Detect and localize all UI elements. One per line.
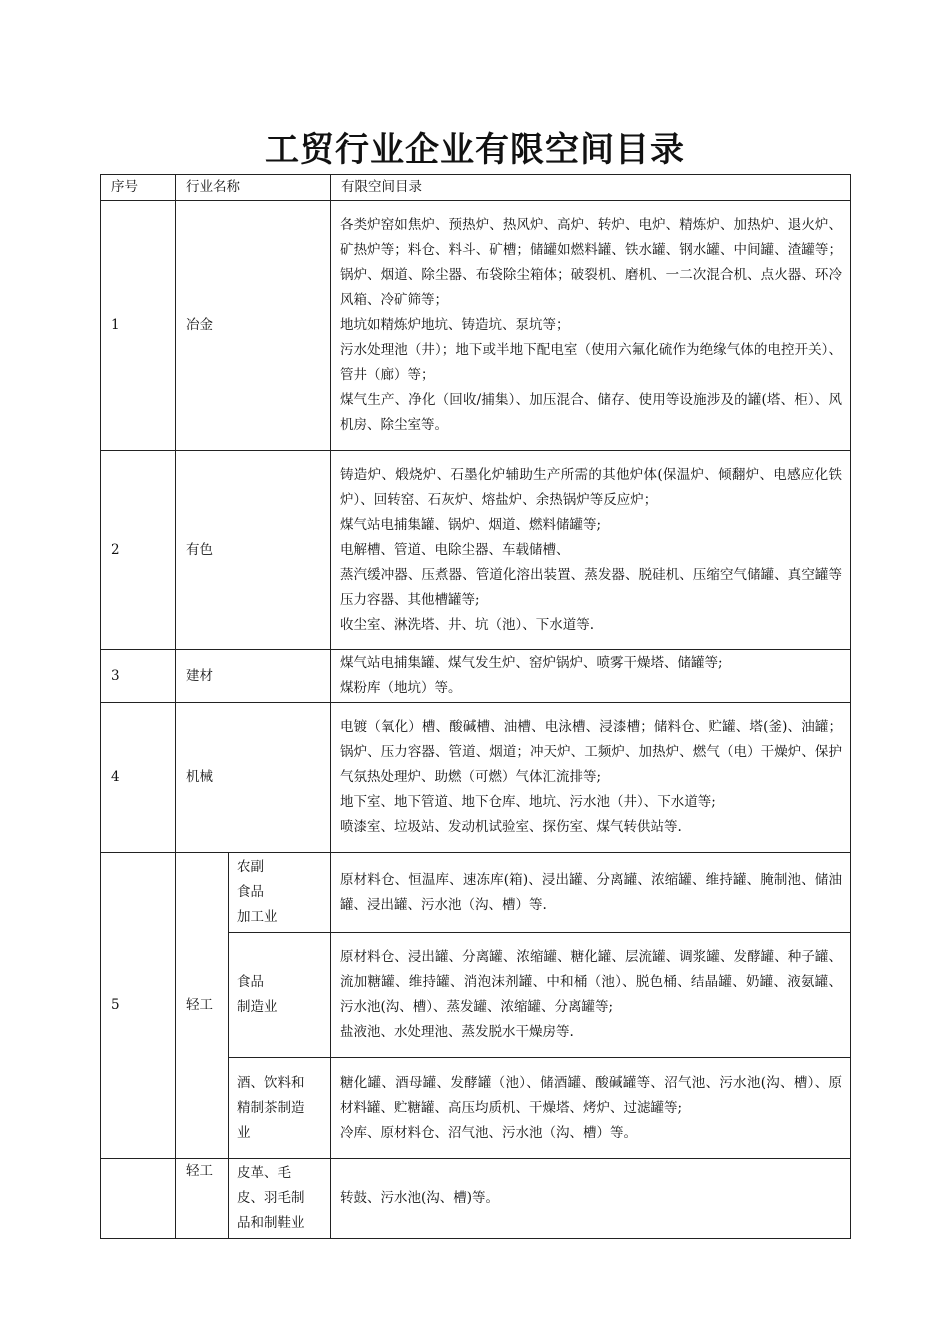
list-item: 煤气站电捕集罐、煤气发生炉、窑炉锅炉、喷雾干燥塔、储罐等;: [340, 655, 723, 671]
industry-name: 有色: [176, 451, 331, 650]
sub-industry-name: 农副 食品 加工业: [229, 853, 331, 933]
list-item: 喷漆室、垃圾站、发动机试验室、探伤室、煤气转供站等.: [340, 819, 682, 835]
list-item: 蒸汽缓冲器、压煮器、管道化溶出装置、蒸发器、脱硅机、压缩空气储罐、真空罐等压力容器、其他槽罐等;: [340, 566, 842, 608]
space-list: [331, 703, 851, 853]
industry-name: 建材: [176, 650, 331, 703]
list-item: 糖化罐、酒母罐、发酵罐（池）、储酒罐、酸碱罐等、沼气池、污水池(沟、槽）、原材料罐、贮糖罐、高压均质机、干燥塔、烤炉、过滤罐等;: [340, 1074, 842, 1116]
row-number: 2: [101, 451, 176, 650]
row-number: 4: [101, 703, 176, 853]
list-item: 转鼓、污水池(沟、槽)等。: [340, 1190, 500, 1206]
header-industry: 行业名称: [176, 175, 331, 201]
document-title: 工贸行业企业有限空间目录: [265, 130, 685, 170]
list-item: 盐液池、水处理池、蒸发脱水干燥房等.: [340, 1024, 574, 1040]
sub-industry-name: 食品 制造业: [229, 933, 331, 1058]
list-item: 煤粉库（地坑）等。: [340, 680, 462, 696]
sub-industry-name: 皮革、毛 皮、羽毛制 品和制鞋业: [229, 1159, 331, 1239]
list-item: 冷库、原材料仓、沼气池、污水池（沟、槽）等。: [340, 1124, 637, 1141]
space-list: [331, 853, 851, 933]
space-list: [331, 1058, 851, 1159]
table-row: [101, 201, 851, 451]
space-list: [331, 201, 851, 451]
list-item: 铸造炉、煅烧炉、石墨化炉辅助生产所需的其他炉体(保温炉、倾翻炉、电感应化铁炉）、回转窑、石灰炉、熔盐炉、余热锅炉等反应炉；: [340, 466, 842, 508]
space-list: [331, 451, 851, 650]
header-spaces: 有限空间目录: [331, 175, 851, 201]
list-item: 煤气站电捕集罐、锅炉、烟道、燃料储罐等;: [340, 516, 602, 533]
table-header-row: [101, 175, 851, 201]
list-item: 地坑如精炼炉地坑、铸造坑、泵坑等；: [340, 317, 570, 333]
industry-name: 机械: [176, 703, 331, 853]
list-item: 电解槽、管道、电除尘器、车载储槽、: [340, 541, 570, 558]
table-row: [101, 451, 851, 650]
list-item: 各类炉窑如焦炉、预热炉、热风炉、高炉、转炉、电炉、精炼炉、加热炉、退火炉、矿热炉等；料仓、料斗、矿槽；储罐如燃料罐、铁水罐、钢水罐、中间罐、渣罐等；锅炉、烟道、除尘器、布袋除尘箱体；破裂机、磨机、一二次混合机、点火器、环冷风箱、冷矿筛等；: [340, 217, 842, 308]
industry-name: 冶金: [176, 201, 331, 451]
row-number: 5: [101, 853, 176, 1159]
list-item: 原材料仓、恒温库、速冻库(箱)、浸出罐、分离罐、浓缩罐、维持罐、腌制池、储油罐、浸出罐、污水池（沟、槽）等.: [340, 871, 842, 913]
space-list: [331, 1159, 851, 1239]
space-list: [331, 933, 851, 1058]
sub-industry-name: 酒、饮料和 精制茶制造 业: [229, 1058, 331, 1159]
table-row: [101, 1159, 851, 1239]
list-item: 收尘室、淋洗塔、井、坑（池）、下水道等.: [340, 616, 595, 633]
list-item: 煤气生产、净化（回收/捕集）、加压混合、储存、使用等设施涉及的罐(塔、柜）、风机房、除尘室等。: [340, 392, 842, 433]
list-item: 污水处理池（井）；地下或半地下配电室（使用六氟化硫作为绝缘气体的电控开关）、管井（廊）等；: [340, 342, 842, 383]
industry-name: 轻工: [176, 853, 229, 1159]
list-item: 原材料仓、浸出罐、分离罐、浓缩罐、糖化罐、层流罐、调浆罐、发酵罐、种子罐、流加糖罐、维持罐、消泡沫剂罐、中和桶（池）、脱色桶、结晶罐、奶罐、液氨罐、污水池(沟、槽）、蒸发罐、浓缩罐、分离罐等;: [340, 949, 842, 1015]
list-item: 电镀（氧化）槽、酸碱槽、油槽、电泳槽、浸漆槽；储料仓、贮罐、塔(釜)、油罐；锅炉、压力容器、管道、烟道；冲天炉、工频炉、加热炉、燃气（电）干燥炉、保护气氛热处理炉、助燃（可燃）气体汇流排等;: [340, 719, 842, 785]
row-number: 1: [101, 201, 176, 451]
confined-space-table: [100, 174, 851, 1239]
row-number: 3: [101, 650, 176, 703]
header-no: 序号: [101, 175, 176, 201]
list-item: 地下室、地下管道、地下仓库、地坑、污水池（井）、下水道等;: [340, 794, 716, 810]
space-list: [331, 650, 851, 703]
industry-name: 轻工: [176, 1159, 229, 1239]
table-row: [101, 650, 851, 703]
row-number: [101, 1159, 176, 1239]
table-row: [101, 853, 851, 933]
table-row: [101, 703, 851, 853]
